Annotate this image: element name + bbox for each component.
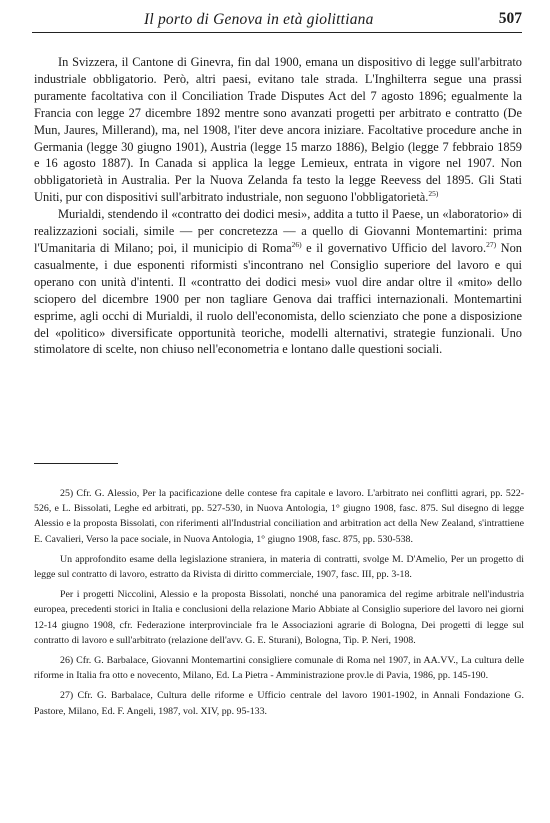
footnote-25-continued-2: Per i progetti Niccolini, Alessio e la proposta Bissolati, nonché una panoramica del regime arbitrale nell'industria europea, precedenti storici in Italia e conclusioni della relazione Mario Abbiate al Consiglio superiore del lavoro nei giorni 12-14 giugno 1908, cfr. Federazione interprovinciale fra le Associazioni agrarie di Bologna, Dei progetti di legge sul contratto di lavoro e sull'arbitrato (relazione dell'avv. G. E. Sturani), Bologna, Tip. P. Neri, 1908. xyxy=(34,589,524,646)
footnote-25-continued: Un approfondito esame della legislazione straniera, in materia di contratti, svolge M. D'Amelio, Per un progetto di legge sul contratto di lavoro, estratto da Rivista di diritto commerciale, 1907, fasc. III, pp. 3-18. xyxy=(34,553,524,581)
paragraph-2-text-b: e il governativo Ufficio del lavoro. xyxy=(301,240,487,255)
footnote-ref-26: 26) xyxy=(291,239,302,249)
footnotes xyxy=(34,486,524,724)
paragraph-1-text: In Svizzera, il Cantone di Ginevra, fin dal 1900, emana un dispositivo di legge sull'arbitrato industriale obbligatorio. Però, altri paesi, evitano tale strada. L'Inghilterra segue una prassi puramente facoltativa con il Conciliation Trade Disputes Act del 7 agosto 1896; egualmente la Francia con legge 27 dicembre 1892 mentre sono avanzati progetti per arbitrato e contratto (De Mun, Jaures, Millerand), ma, nel 1908, l'iter deve ancora iniziare. Facoltative procedure anche in Germania (legge 30 giugno 1901), Austria (legge 15 marzo 1886), Belgio (legge 7 febbraio 1859 e 16 agosto 1887). In Canada si applica la legge Lemieux, entrata in vigore nel 1907. Non obbligatorietà in Australia. Per la Nuova Zelanda fa testo la legge Reevess del 1895. Gli Stati Uniti, pur con dispositivi sull'arbitrato industriale, non seguono l'obbligatorietà. xyxy=(34,55,522,205)
running-title: Il porto di Genova in età giolittiana xyxy=(144,11,374,28)
footnote-ref-27: 27) xyxy=(486,239,497,249)
paragraph-2 xyxy=(34,206,522,358)
running-header xyxy=(32,6,522,33)
paragraph-2-text-a: Murialdi, stendendo il «contratto dei dodici mesi», addita a tutto il Paese, un «laboratorio» di realizzazioni sociali, simile — per concretezza — a quello di Giovanni Montemartini: prima l'Umanitaria di Milano; poi, il municipio di Roma xyxy=(34,207,522,255)
paragraph-1 xyxy=(34,54,522,206)
paragraph-2-text-c: Non casualmente, i due esponenti riformisti s'incontrano nel Consiglio superiore del lavoro e qui operano con unità d'intenti. Il «contratto dei dodici mesi» vuol dire andar oltre il «mito» dello sciopero del dicembre 1900 per non tagliare Genova dai traffici internazionali. Montemartini esprime, agli occhi di Murialdi, il ruolo dell'economista, dello scienziato che pone a disposizione del «politico» diversificate opportunità teoriche, modelli alternativi, strategie funzionali. Uno stimolatore di scelte, non chiuso nell'econometria e lontano dalle questioni sociali. xyxy=(34,240,522,357)
footnote-separator xyxy=(34,463,118,464)
footnote-27: 27) Cfr. G. Barbalace, Cultura delle riforme e Ufficio centrale del lavoro 1901-1902, in Annali Fondazione G. Pastore, Milano, Ed. F. Angeli, 1987, vol. XIV, pp. 95-133. xyxy=(34,690,524,717)
footnote-26: 26) Cfr. G. Barbalace, Giovanni Montemartini consigliere comunale di Roma nel 1907, in AA.VV., La cultura delle riforme in Italia fra otto e novecento, Milano, Ed. La Pietra - Amministrazione prov.le di Pavia, 1986, pp. 145-190. xyxy=(34,655,524,682)
footnote-25: 25) Cfr. G. Alessio, Per la pacificazione delle contese fra capitale e lavoro. L'arbitrato nei conflitti agrari, pp. 522-526, e L. Bissolati, Leghe ed arbitrati, pp. 527-530, in Nuova Antologia, 1° giugno 1908, fasc. 875. Sul disegno di legge Alessio e la proposta Bissolati, con riferimenti all'Industrial conciliation and arbitration act della New Zealand, s'intrattiene E. Cavalieri, Verso la pace sociale, in Nuova Antologia, 1° giugno 1908, fasc. 875, pp. 530-538. xyxy=(34,488,524,545)
main-text xyxy=(34,54,522,358)
page-number: 507 xyxy=(498,10,522,27)
footnote-ref-25: 25) xyxy=(428,189,439,199)
